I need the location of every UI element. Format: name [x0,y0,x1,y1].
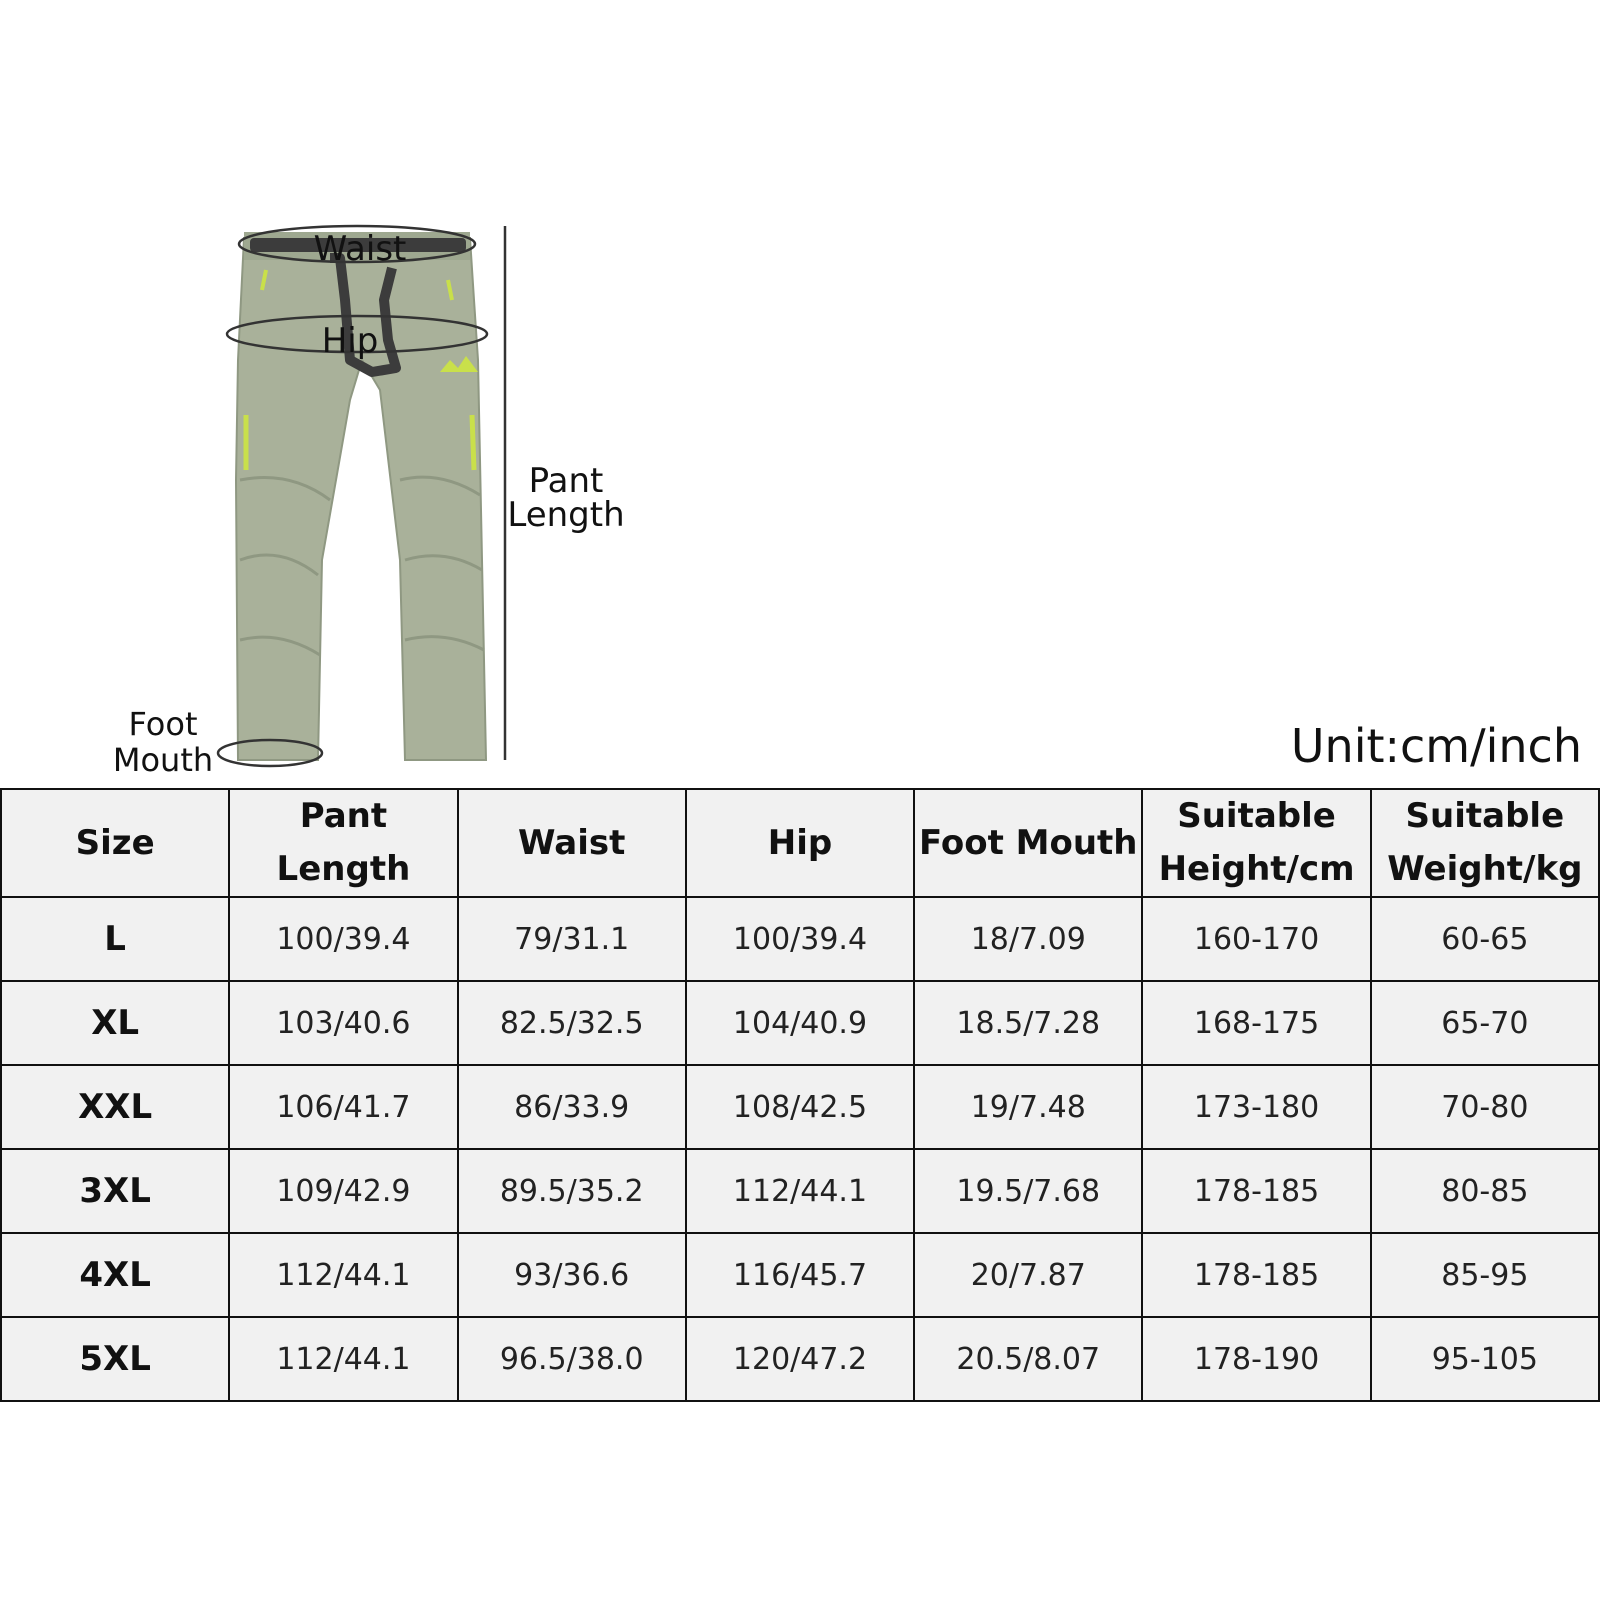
table-row [1,981,1599,1065]
header-text: Suitable [1405,796,1565,836]
header-text: Size [75,822,155,863]
header-suitable-height [1142,789,1370,897]
table-row [1,1065,1599,1149]
waist-cell: 82.5/32.5 [458,981,686,1065]
table-header-row [1,789,1599,897]
pant-length-cell: 103/40.6 [229,981,457,1065]
weight-cell: 80-85 [1371,1149,1599,1233]
weight-cell: 70-80 [1371,1065,1599,1149]
hip-label: Hip [321,321,379,361]
table-row [1,1149,1599,1233]
table-row [1,897,1599,981]
foot-mouth-cell: 19.5/7.68 [914,1149,1142,1233]
hip-cell: 100/39.4 [686,897,914,981]
foot-mouth-label-line2: Mouth [112,741,214,779]
height-cell: 178-190 [1142,1317,1370,1401]
table-row [1,1317,1599,1401]
pant-length-cell: 100/39.4 [229,897,457,981]
header-text: Height/cm [1158,849,1355,889]
weight-cell: 95-105 [1371,1317,1599,1401]
size-chart-table [0,788,1600,1402]
waist-cell: 93/36.6 [458,1233,686,1317]
foot-mouth-cell: 18/7.09 [914,897,1142,981]
waist-label: Waist [313,229,407,269]
size-cell: 4XL [1,1233,229,1317]
header-text: Suitable [1177,796,1336,836]
height-cell: 173-180 [1142,1065,1370,1149]
size-cell: XL [1,981,229,1065]
size-cell: 5XL [1,1317,229,1401]
height-cell: 168-175 [1142,981,1370,1065]
pant-length-label-line2: Length [507,495,625,535]
header-text: Waist [518,822,626,863]
waist-cell: 89.5/35.2 [458,1149,686,1233]
pants-illustration [0,0,640,790]
waist-cell: 86/33.9 [458,1065,686,1149]
height-cell: 178-185 [1142,1233,1370,1317]
foot-mouth-cell: 20/7.87 [914,1233,1142,1317]
weight-cell: 85-95 [1371,1233,1599,1317]
foot-mouth-cell: 18.5/7.28 [914,981,1142,1065]
hip-cell: 104/40.9 [686,981,914,1065]
size-cell: 3XL [1,1149,229,1233]
header-text: Length [276,849,411,889]
foot-mouth-cell: 20.5/8.07 [914,1317,1142,1401]
pant-length-cell: 106/41.7 [229,1065,457,1149]
weight-cell: 65-70 [1371,981,1599,1065]
header-size [1,789,229,897]
header-suitable-weight [1371,789,1599,897]
hip-cell: 116/45.7 [686,1233,914,1317]
header-hip [686,789,914,897]
pant-length-cell: 109/42.9 [229,1149,457,1233]
hip-cell: 112/44.1 [686,1149,914,1233]
header-text: Hip [767,822,833,863]
header-foot-mouth [914,789,1142,897]
pant-length-label [506,461,626,535]
header-text: Foot Mouth [919,822,1138,863]
header-text: Weight/kg [1387,849,1583,889]
hip-cell: 120/47.2 [686,1317,914,1401]
weight-cell: 60-65 [1371,897,1599,981]
pant-length-label-line1: Pant [528,461,604,501]
foot-mouth-label-line1: Foot [128,705,198,743]
table-row [1,1233,1599,1317]
header-waist [458,789,686,897]
zipper-right [472,415,474,470]
pant-length-cell: 112/44.1 [229,1317,457,1401]
hip-cell: 108/42.5 [686,1065,914,1149]
height-cell: 160-170 [1142,897,1370,981]
header-pant-length [229,789,457,897]
pants-measurement-figure [0,0,640,790]
waist-cell: 79/31.1 [458,897,686,981]
waist-cell: 96.5/38.0 [458,1317,686,1401]
header-text: Pant [299,796,388,836]
height-cell: 178-185 [1142,1149,1370,1233]
size-cell: L [1,897,229,981]
foot-mouth-cell: 19/7.48 [914,1065,1142,1149]
unit-label: Unit:cm/inch [1290,719,1582,773]
foot-mouth-label [106,706,220,778]
size-cell: XXL [1,1065,229,1149]
pant-length-cell: 112/44.1 [229,1233,457,1317]
